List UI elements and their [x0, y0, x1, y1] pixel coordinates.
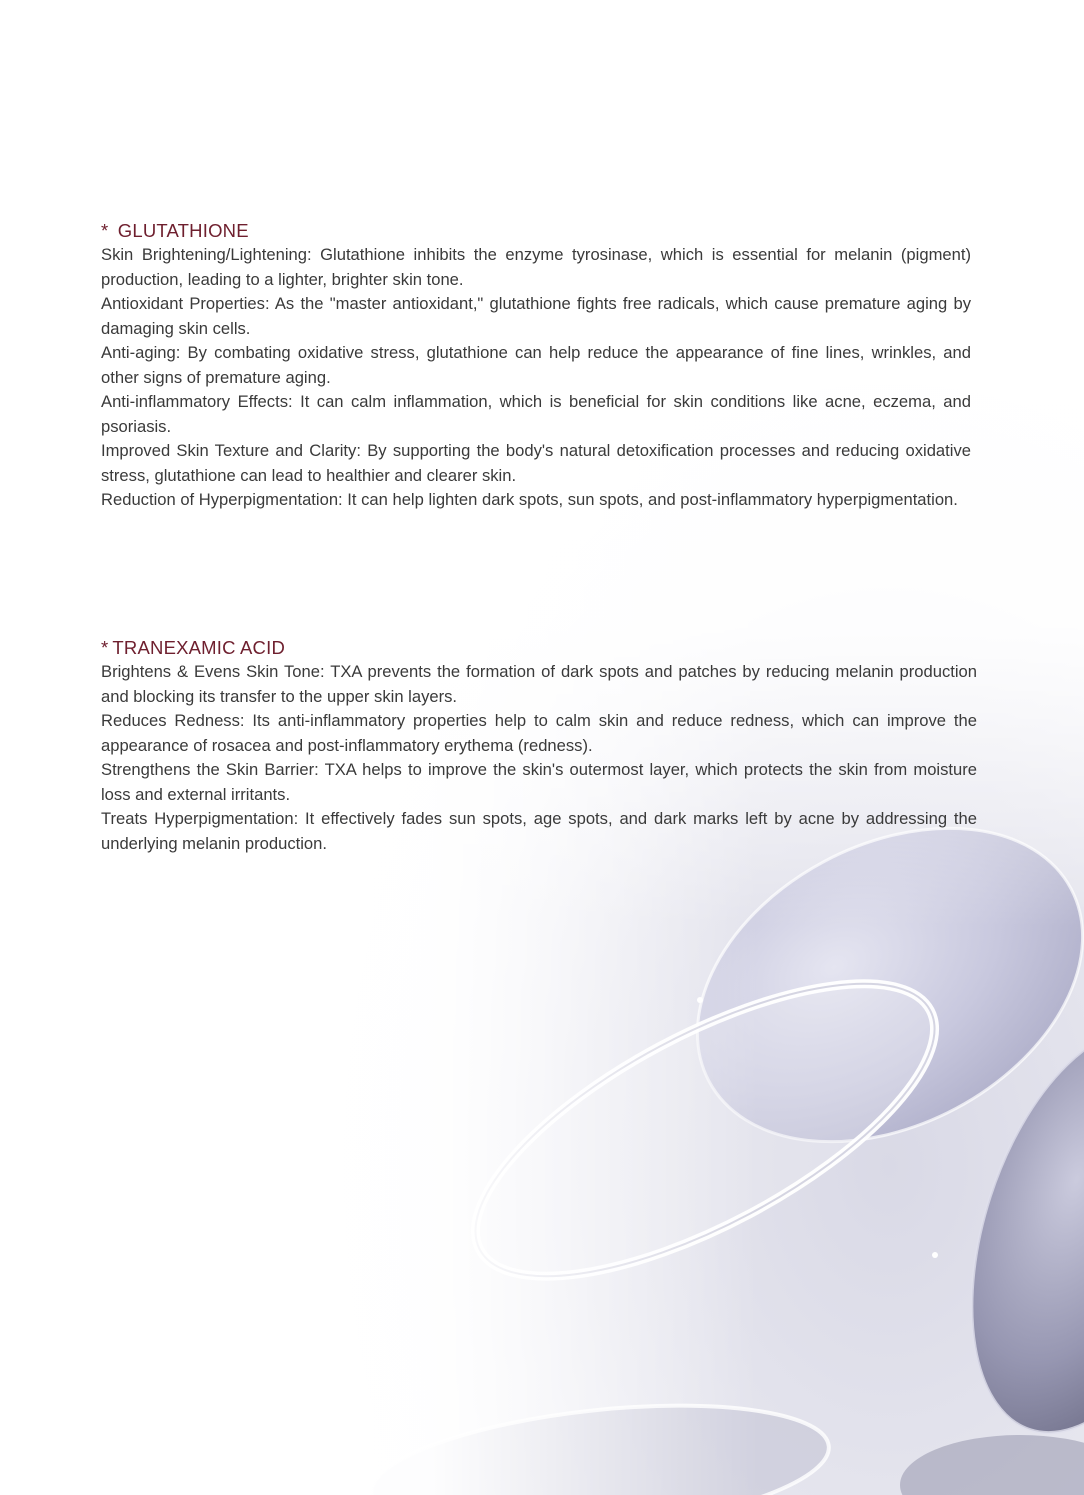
- benefit-item: Reduces Redness: Its anti-inflammatory properties help to calm skin and reduce redness, which can improve the appearance of rosacea and post-inflammatory erythema (redness).: [101, 711, 977, 755]
- benefit-item: Reduction of Hyperpigmentation: It can help lighten dark spots, sun spots, and post-inflammatory hyperpigmentation.: [101, 490, 958, 509]
- benefit-item: Improved Skin Texture and Clarity: By supporting the body's natural detoxification processes and reducing oxidative stress, glutathione can lead to healthier and clearer skin.: [101, 441, 971, 485]
- section-glutathione: [101, 218, 971, 513]
- section-tranexamic-acid: [101, 635, 977, 856]
- benefit-item: Strengthens the Skin Barrier: TXA helps to improve the skin's outermost layer, which protects the skin from moisture loss and external irritants.: [101, 760, 977, 804]
- benefit-item: Anti-inflammatory Effects: It can calm inflammation, which is beneficial for skin conditions like acne, eczema, and psoriasis.: [101, 392, 971, 436]
- bullet-marker: *: [101, 220, 109, 241]
- section-title-text: TRANEXAMIC ACID: [112, 637, 286, 658]
- section-title-text: GLUTATHIONE: [117, 220, 249, 241]
- benefit-item: Brightens & Evens Skin Tone: TXA prevents the formation of dark spots and patches by reducing melanin production and blocking its transfer to the upper skin layers.: [101, 662, 977, 706]
- benefit-item: Anti-aging: By combating oxidative stress, glutathione can help reduce the appearance of fine lines, wrinkles, and other signs of premature aging.: [101, 343, 971, 387]
- benefit-item: Skin Brightening/Lightening: Glutathione inhibits the enzyme tyrosinase, which is essential for melanin (pigment) production, leading to a lighter, brighter skin tone.: [101, 245, 971, 289]
- benefit-item: Antioxidant Properties: As the "master antioxidant," glutathione fights free radicals, which cause premature aging by damaging skin cells.: [101, 294, 971, 338]
- section-title: [101, 218, 971, 243]
- section-title: [101, 635, 977, 660]
- benefit-item: Treats Hyperpigmentation: It effectively fades sun spots, age spots, and dark marks left by acne by addressing the underlying melanin production.: [101, 809, 977, 853]
- bullet-marker: *: [101, 637, 109, 658]
